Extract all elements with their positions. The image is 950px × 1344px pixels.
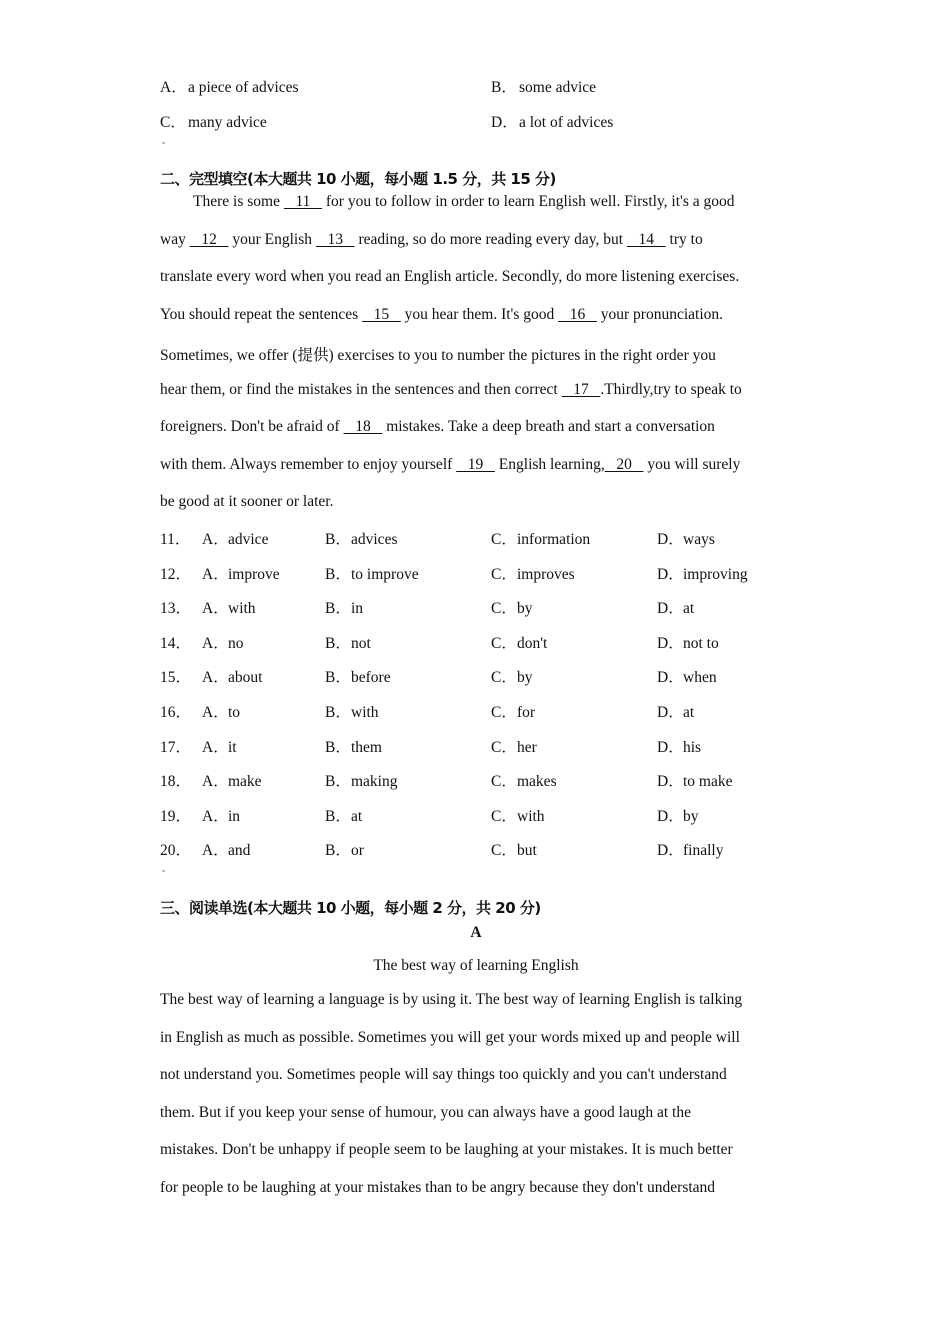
option-c: C． many advice bbox=[160, 114, 267, 131]
section-2-heading: 二、完型填空(本大题共 10 小题，每小题 1.5 分，共 15 分) bbox=[160, 170, 556, 188]
option-text: improving bbox=[683, 565, 748, 583]
passage-line bbox=[160, 343, 716, 365]
passage-line bbox=[160, 456, 740, 474]
answer-blank: 14 bbox=[626, 231, 666, 248]
option-text: improve bbox=[228, 565, 280, 583]
answer-option bbox=[325, 700, 379, 722]
option-letter: C． bbox=[491, 600, 517, 618]
answer-blank: 16 bbox=[558, 306, 597, 323]
answer-option bbox=[491, 527, 590, 549]
answer-option bbox=[657, 527, 715, 549]
option-text: ways bbox=[683, 531, 715, 548]
passage-line bbox=[160, 306, 723, 324]
question-row bbox=[160, 562, 800, 584]
option-text: to bbox=[228, 704, 241, 721]
prev-question-options-row-2 bbox=[160, 110, 792, 132]
answer-blank: 15 bbox=[362, 306, 401, 323]
passage-text: There is some bbox=[193, 193, 284, 210]
option-letter: A． bbox=[202, 565, 229, 583]
option-letter: C． bbox=[491, 807, 517, 825]
question-row bbox=[160, 631, 800, 653]
option-text: and bbox=[228, 842, 251, 860]
option-letter: A． bbox=[202, 807, 229, 825]
answer-option bbox=[202, 700, 240, 722]
option-text: finally bbox=[683, 842, 724, 860]
answer-option bbox=[491, 804, 545, 826]
answer-option bbox=[325, 596, 363, 618]
option-letter: D． bbox=[657, 669, 684, 687]
question-row bbox=[160, 735, 800, 757]
answer-option bbox=[325, 665, 391, 687]
answer-option bbox=[325, 631, 371, 653]
question-row bbox=[160, 665, 800, 687]
option-text: don't bbox=[517, 634, 548, 652]
answer-option bbox=[325, 562, 419, 584]
answer-option bbox=[325, 527, 397, 549]
question-number: 18． bbox=[160, 773, 192, 791]
option-letter: B． bbox=[325, 669, 351, 687]
answer-option bbox=[325, 838, 364, 860]
question-row bbox=[160, 700, 800, 722]
answer-blank: 11 bbox=[283, 193, 323, 210]
option-b: B． some advice bbox=[491, 79, 597, 96]
option-text: by bbox=[517, 669, 533, 687]
passage-text: reading, so do more reading every day, but bbox=[354, 231, 627, 248]
option-letter: C． bbox=[491, 773, 517, 791]
option-text: before bbox=[351, 669, 391, 687]
answer-blank: 17 bbox=[561, 381, 601, 398]
passage-line: mistakes. Don't be unhappy if people seem to be laughing at your mistakes. It is much better bbox=[160, 1141, 733, 1158]
prev-question-options-row-1 bbox=[160, 75, 792, 97]
option-text: to make bbox=[683, 773, 733, 791]
option-text: at bbox=[351, 807, 363, 825]
option-text: makes bbox=[517, 773, 557, 791]
passage-text: try to bbox=[665, 231, 703, 248]
answer-option bbox=[202, 804, 240, 826]
answer-option bbox=[491, 769, 557, 791]
question-row bbox=[160, 838, 800, 860]
option-letter: B． bbox=[325, 600, 351, 618]
answer-option bbox=[491, 562, 575, 584]
passage-line bbox=[160, 418, 715, 436]
option-text: about bbox=[228, 669, 263, 687]
passage-text: be good at it sooner or later. bbox=[160, 493, 334, 510]
option-letter: D． bbox=[657, 600, 684, 618]
option-text: her bbox=[517, 738, 537, 756]
question-row bbox=[160, 769, 800, 791]
passage-line: not understand you. Sometimes people will say things too quickly and you can't understand bbox=[160, 1066, 727, 1083]
option-text: when bbox=[683, 669, 717, 687]
option-text: advice bbox=[228, 531, 269, 548]
option-text: it bbox=[228, 738, 237, 756]
option-letter: D． bbox=[657, 773, 684, 791]
passage-line bbox=[193, 193, 735, 211]
option-letter: B． bbox=[325, 773, 351, 791]
passage-line: them. But if you keep your sense of humour, you can always have a good laugh at the bbox=[160, 1103, 691, 1121]
answer-option bbox=[491, 700, 535, 722]
option-text: with bbox=[228, 600, 256, 618]
passage-text: English learning, bbox=[494, 456, 605, 473]
answer-option bbox=[657, 596, 694, 618]
passage-text: .Thirdly,try to speak to bbox=[600, 381, 742, 398]
answer-option bbox=[491, 631, 547, 653]
option-letter: A． bbox=[202, 669, 229, 687]
answer-option bbox=[657, 562, 748, 584]
option-d: D．a lot of advices bbox=[491, 114, 614, 131]
option-text: or bbox=[351, 842, 364, 860]
option-letter: B． bbox=[325, 807, 351, 825]
answer-blank: 20 bbox=[604, 456, 644, 473]
option-text: by bbox=[683, 807, 699, 825]
section-3-heading: 三、阅读单选(本大题共 10 小题，每小题 2 分，共 20 分) bbox=[160, 899, 541, 917]
option-letter: B． bbox=[325, 842, 351, 860]
question-number: 14． bbox=[160, 634, 192, 652]
answer-blank: 18 bbox=[343, 418, 383, 435]
answer-option bbox=[202, 562, 280, 584]
option-letter: D． bbox=[657, 634, 684, 652]
option-letter: C． bbox=[491, 634, 517, 652]
option-text: no bbox=[228, 634, 244, 652]
option-letter: C． bbox=[491, 738, 517, 756]
answer-option bbox=[657, 769, 733, 791]
option-text: in bbox=[351, 600, 364, 618]
option-text: make bbox=[228, 773, 262, 791]
paragraph-mark bbox=[162, 142, 165, 144]
answer-option bbox=[491, 596, 533, 618]
option-text: improves bbox=[517, 565, 575, 583]
answer-option bbox=[491, 735, 537, 757]
option-text: advices bbox=[351, 531, 398, 548]
question-row bbox=[160, 804, 800, 826]
answer-option bbox=[657, 631, 719, 653]
answer-option bbox=[202, 838, 250, 860]
option-letter: B． bbox=[325, 704, 351, 721]
option-letter: B． bbox=[325, 634, 351, 652]
option-letter: D． bbox=[657, 704, 684, 721]
option-letter: A． bbox=[202, 600, 229, 618]
passage-label: A bbox=[470, 924, 482, 941]
passage-text: your English bbox=[228, 231, 316, 248]
question-number: 19． bbox=[160, 807, 192, 825]
passage-title: The best way of learning English bbox=[373, 957, 579, 974]
question-number: 11． bbox=[160, 531, 191, 548]
option-text: in bbox=[228, 807, 241, 825]
option-letter: D． bbox=[657, 738, 684, 756]
answer-blank: 12 bbox=[189, 231, 229, 248]
answer-option bbox=[202, 596, 256, 618]
option-text: to improve bbox=[351, 565, 419, 583]
answer-option bbox=[202, 631, 244, 653]
question-row bbox=[160, 596, 800, 618]
option-letter: C． bbox=[491, 669, 517, 687]
answer-option bbox=[202, 527, 268, 549]
option-text: his bbox=[683, 738, 702, 756]
option-text: them bbox=[351, 738, 382, 756]
answer-option bbox=[657, 735, 701, 757]
option-letter: B． bbox=[325, 565, 351, 583]
passage-text: Sometimes, we offer (提供) exercises to you to number the pictures in the right order you bbox=[160, 347, 716, 364]
passage-text: you hear them. It's good bbox=[400, 306, 559, 323]
option-letter: B． bbox=[325, 738, 351, 756]
answer-blank: 13 bbox=[315, 231, 355, 248]
option-letter: A． bbox=[202, 634, 229, 652]
option-letter: A． bbox=[202, 773, 229, 791]
passage-line: in English as much as possible. Sometimes you will get your words mixed up and people will bbox=[160, 1028, 740, 1046]
option-text: with bbox=[351, 704, 379, 721]
option-text: by bbox=[517, 600, 533, 618]
option-letter: D． bbox=[657, 807, 684, 825]
option-text: at bbox=[683, 600, 695, 618]
passage-line bbox=[160, 268, 739, 286]
passage-text: translate every word when you read an English article. Secondly, do more listening exercises. bbox=[160, 268, 740, 285]
passage-text: you will surely bbox=[643, 456, 741, 473]
option-letter: A． bbox=[202, 704, 229, 721]
option-letter: A． bbox=[202, 738, 229, 756]
answer-option bbox=[657, 665, 717, 687]
question-number: 16． bbox=[160, 704, 192, 721]
answer-option bbox=[202, 665, 262, 687]
question-row bbox=[160, 527, 800, 549]
option-text: but bbox=[517, 842, 537, 860]
answer-option bbox=[491, 838, 537, 860]
passage-text: foreigners. Don't be afraid of bbox=[160, 418, 344, 435]
passage-text: mistakes. Take a deep breath and start a conversation bbox=[382, 418, 715, 435]
option-text: with bbox=[517, 807, 545, 825]
option-letter: C． bbox=[491, 531, 517, 548]
passage-text: way bbox=[160, 231, 190, 248]
option-a: A．a piece of advices bbox=[160, 79, 299, 96]
passage-line: for people to be laughing at your mistakes than to be angry because they don't understand bbox=[160, 1178, 716, 1196]
passage-line bbox=[160, 493, 333, 511]
option-letter: B． bbox=[325, 531, 351, 548]
option-text: not bbox=[351, 634, 371, 652]
option-letter: A． bbox=[202, 531, 229, 548]
option-text: at bbox=[683, 704, 695, 721]
question-number: 13． bbox=[160, 600, 192, 618]
answer-option bbox=[325, 804, 362, 826]
option-letter: C． bbox=[491, 704, 517, 721]
passage-line: The best way of learning a language is by using it. The best way of learning English is talking bbox=[160, 991, 743, 1008]
answer-option bbox=[657, 700, 694, 722]
question-number: 20． bbox=[160, 842, 192, 860]
option-letter: D． bbox=[657, 842, 684, 860]
option-letter: D． bbox=[657, 531, 684, 548]
option-text: not to bbox=[683, 634, 719, 652]
answer-option bbox=[202, 735, 237, 757]
passage-line bbox=[160, 381, 742, 399]
passage-text: You should repeat the sentences bbox=[160, 306, 363, 323]
passage-text: for you to follow in order to learn English well. Firstly, it's a good bbox=[322, 193, 735, 210]
passage-text: with them. Always remember to enjoy yourself bbox=[160, 456, 457, 473]
passage-text: your pronunciation. bbox=[596, 306, 724, 323]
question-number: 12． bbox=[160, 565, 192, 583]
answer-option bbox=[202, 769, 262, 791]
option-letter: C． bbox=[491, 565, 517, 583]
answer-option bbox=[657, 838, 723, 860]
passage-text: hear them, or find the mistakes in the sentences and then correct bbox=[160, 381, 562, 398]
question-number: 15． bbox=[160, 669, 192, 687]
answer-option bbox=[325, 735, 382, 757]
option-letter: D． bbox=[657, 565, 684, 583]
option-text: information bbox=[517, 531, 591, 548]
answer-option bbox=[325, 769, 398, 791]
answer-option bbox=[491, 665, 533, 687]
paragraph-mark bbox=[162, 870, 165, 872]
question-number: 17． bbox=[160, 738, 192, 756]
option-text: making bbox=[351, 773, 398, 791]
option-letter: C． bbox=[491, 842, 517, 860]
passage-line bbox=[160, 231, 703, 249]
answer-blank: 19 bbox=[456, 456, 495, 473]
answer-option bbox=[657, 804, 699, 826]
option-letter: A． bbox=[202, 842, 229, 860]
option-text: for bbox=[517, 704, 536, 721]
